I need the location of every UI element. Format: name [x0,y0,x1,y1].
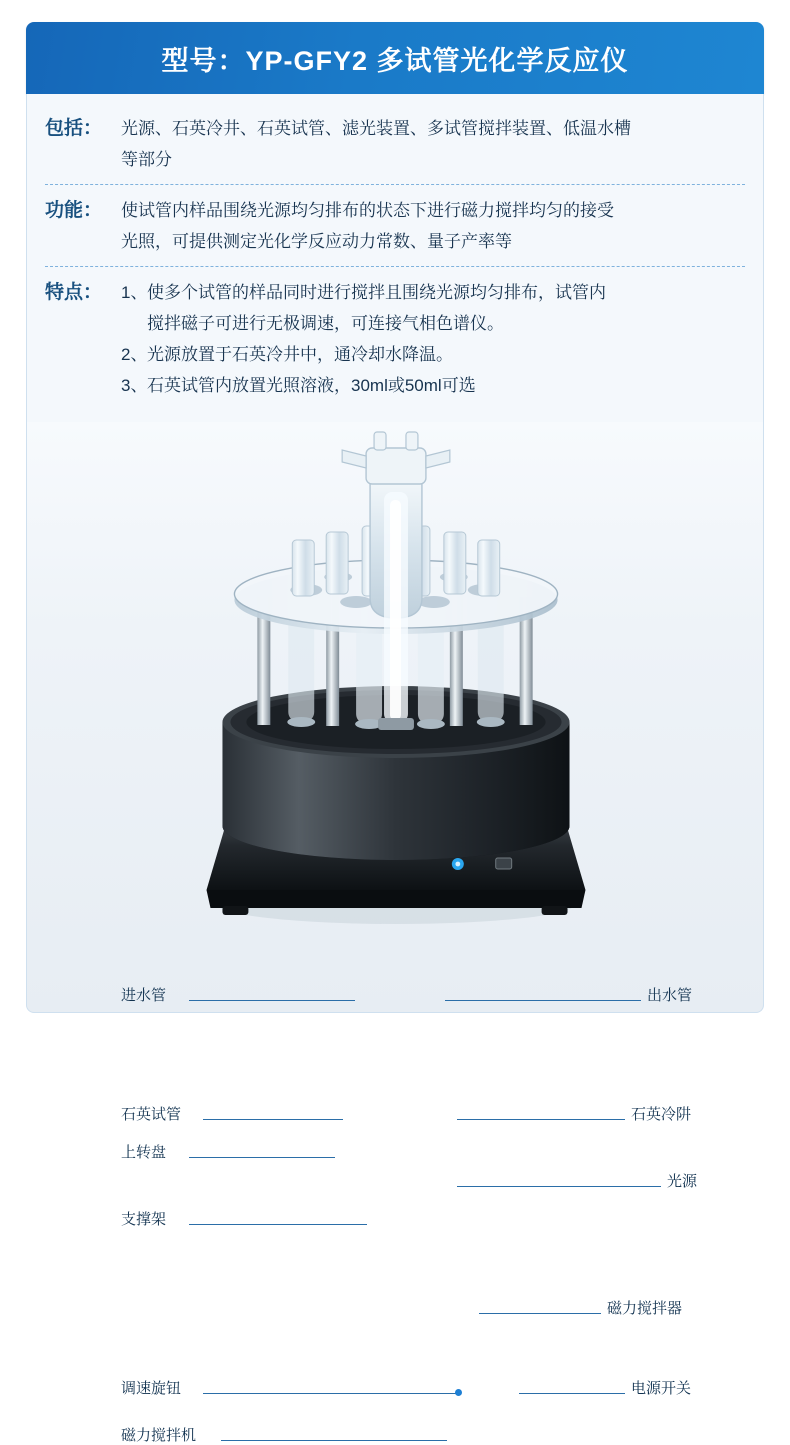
product-diagram [26,422,764,1444]
label-inlet: 进水管 [121,987,167,1004]
label-power-switch: 电源开关 [631,1380,692,1397]
label-outlet: 出水管 [647,987,693,1004]
leader-line-power-switch [519,1393,625,1394]
leader-line-cold-trap [457,1119,625,1120]
spec-label-function: 功能： [45,200,103,221]
label-upper-plate: 上转盘 [121,1144,167,1161]
spec-line: 等部分 [121,150,172,169]
spec-row-features [45,266,745,410]
leader-line-stirrer [479,1313,601,1314]
feature-text: 搅拌磁子可进行无极调速，可连接气相色谱仪。 [147,314,504,333]
feature-number: 1、 [121,283,148,302]
list-item [121,370,745,401]
list-item [121,277,745,308]
leader-line-quartz-tube [203,1119,343,1120]
spec-label-features: 特点： [45,282,103,303]
spec-value-includes [121,113,745,175]
feature-text: 光源放置于石英冷井中，通冷却水降温。 [147,345,453,364]
feature-text: 使多个试管的样品同时进行搅拌且围绕光源均匀排布，试管内 [147,283,606,302]
label-speed-knob: 调速旋钮 [121,1380,182,1397]
apparatus-illustration [27,422,763,1012]
spec-line: 使试管内样品围绕光源均匀排布的状态下进行磁力搅拌均匀的接受 [121,201,614,220]
label-quartz-tube: 石英试管 [121,1106,182,1123]
leader-line-upper-plate [189,1157,335,1158]
list-item [121,308,745,339]
leader-line-inlet [189,1000,355,1001]
spec-table [26,94,764,422]
list-item [121,339,745,370]
label-stir-machine: 磁力搅拌机 [121,1427,197,1444]
title-banner [26,22,764,94]
label-light-source: 光源 [667,1173,698,1190]
leader-line-speed-knob [203,1393,457,1394]
feature-text: 石英试管内放置光照溶液，30ml或50ml可选 [147,376,476,395]
speed-knob-marker [455,1389,462,1396]
leader-line-support [189,1224,367,1225]
spec-value-features [121,277,745,401]
leader-line-stir-machine [221,1440,447,1441]
label-stirrer: 磁力搅拌器 [607,1300,683,1317]
feature-number: 3、 [121,376,148,395]
feature-number: 2、 [121,345,148,364]
spec-line: 光源、石英冷井、石英试管、滤光装置、多试管搅拌装置、低温水槽 [121,119,631,138]
page-title: 型号：YP-GFY2 多试管光化学反应仪 [161,45,629,76]
leader-line-outlet [445,1000,641,1001]
spec-line: 光照，可提供测定光化学反应动力常数、量子产率等 [121,232,512,251]
leader-line-light-source [457,1186,661,1187]
spec-row-includes [45,108,745,184]
label-cold-trap: 石英冷阱 [631,1106,692,1123]
spec-value-function [121,195,745,257]
feature-list [121,277,745,401]
label-support: 支撑架 [121,1211,167,1228]
spec-label-includes: 包括： [45,118,103,139]
spec-row-function [45,184,745,266]
